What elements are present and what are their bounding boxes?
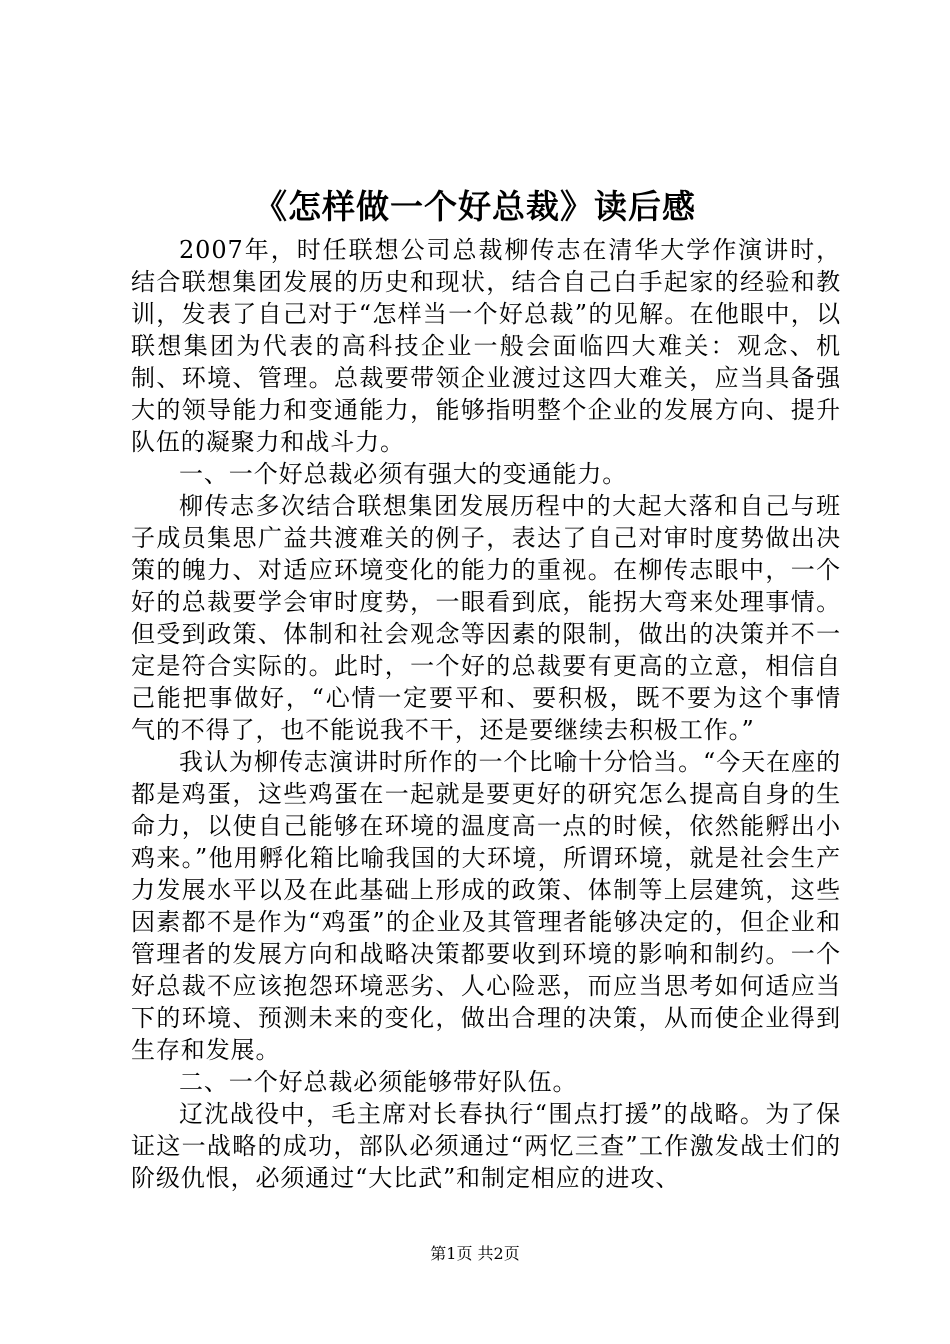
section-heading-1: 一、一个好总裁必须有强大的变通能力。 [179,460,628,488]
paragraph-section-1: 柳传志多次结合联想集团发展历程中的大起大落和自己与班子成员集思广益共渡难关的例子，表达了自己对审时度势做出决策的魄力、对适应环境变化的能力的重视。在柳传志眼中，一个好的总裁要学会审时度势，一眼看到底，能拐大弯来处理事情。但受到政策、体制和社会观念等因素的限制，做出的决策并不一定是符合实际的。此时，一个好的总裁要有更高的立意，相信自己能把事做好，“心情一定要平和、要积极，既不要为这个事情气的不得了，也不能说我不干，还是要继续去积极工作。” [131,492,841,744]
document-body [131,234,841,1194]
paragraph-metaphor: 我认为柳传志演讲时所作的一个比喻十分恰当。“今天在座的都是鸡蛋，这些鸡蛋在一起就是要更好的研究怎么提高自身的生命力，以使自己能够在环境的温度高一点的时候，依然能孵出小鸡来。”他用孵化箱比喻我国的大环境，所谓环境，就是社会生产力发展水平以及在此基础上形成的政策、体制等上层建筑，这些因素都不是作为“鸡蛋”的企业及其管理者能够决定的，但企业和管理者的发展方向和战略决策都要收到环境的影响和制约。一个好总裁不应该抱怨环境恶劣、人心险恶，而应当思考如何适应当下的环境、预测未来的变化，做出合理的决策，从而使企业得到生存和发展。 [131,748,841,1064]
document-title: 《怎样做一个好总裁》读后感 [254,187,696,226]
section-heading-2: 二、一个好总裁必须能够带好队伍。 [179,1068,578,1096]
paragraph-intro: 2007年，时任联想公司总裁柳传志在清华大学作演讲时，结合联想集团发展的历史和现状，结合自己白手起家的经验和教训，发表了自己对于“怎样当一个好总裁”的见解。在他眼中，以联想集团为代表的高科技企业一般会面临四大难关：观念、机制、环境、管理。总裁要带领企业渡过这四大难关，应当具备强大的领导能力和变通能力，能够指明整个企业的发展方向、提升队伍的凝聚力和战斗力。 [131,236,841,456]
page-footer: 第1页 共2页 [430,1244,520,1263]
paragraph-section-2: 辽沈战役中，毛主席对长春执行“围点打援”的战略。为了保证这一战略的成功，部队必须通过“两忆三查”工作激发战士们的阶级仇恨，必须通过“大比武”和制定相应的进攻、 [131,1100,841,1192]
